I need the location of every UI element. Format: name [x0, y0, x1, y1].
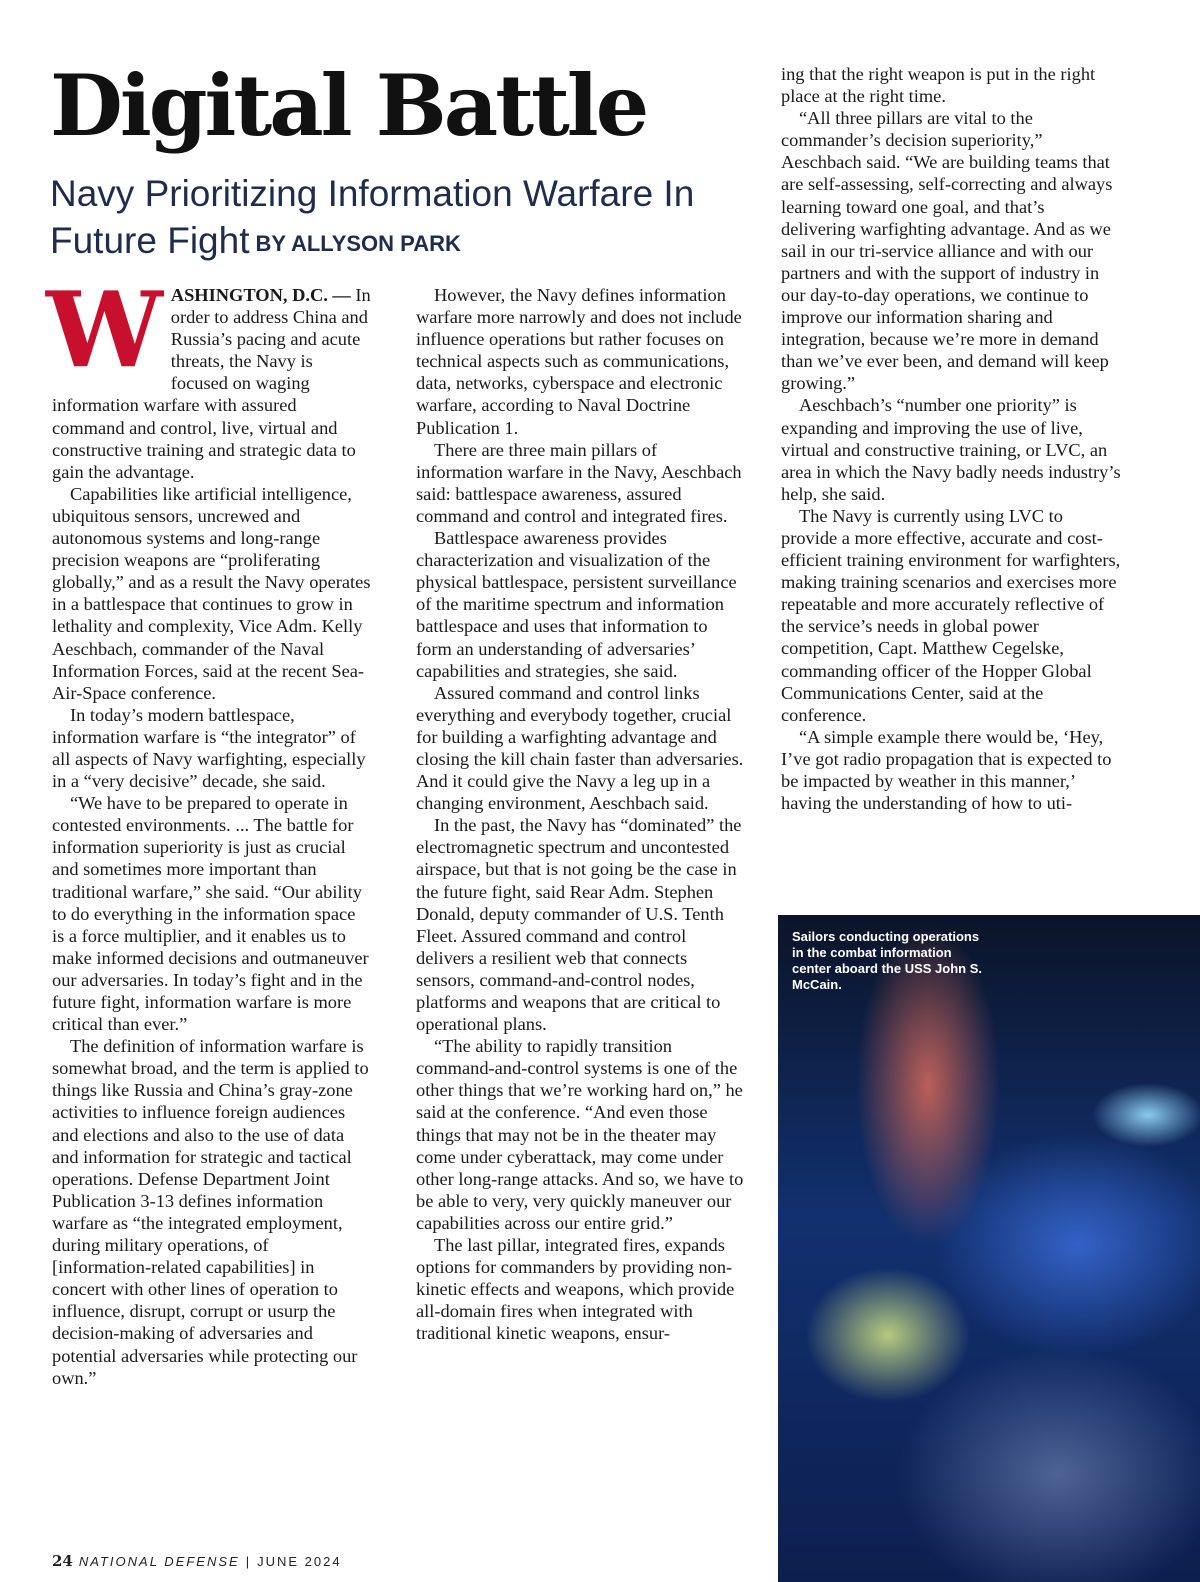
drop-cap: W — [46, 268, 163, 391]
text-column-2 — [416, 284, 746, 1345]
page-number: 24 — [52, 1552, 73, 1570]
issue-date: JUNE 2024 — [257, 1554, 342, 1569]
paragraph: The definition of information warfare is somewhat broad, and the term is applied to things like Russia and China’s gray-zone activities to influence foreign audiences and elections and also to the use of data and information for strategic and tactical operations. Defense Department Joint Publication 3-13 defines information warfare as “the integrated employment, during military operations, of [information-related capabilities] in concert with other lines of operation to influence, disrupt, corrupt or usurp the decision-making of adversaries and potential adversaries while protecting our own.” — [52, 1036, 369, 1388]
byline: BY ALLYSON PARK — [255, 231, 461, 256]
paragraph: Battlespace awareness provides characterization and visualization of the physical battlespace, persistent surveillance of the maritime spectrum and information battlespace and uses that information to form an understanding of adversaries’ capabilities and strategies, she said. — [416, 528, 737, 681]
paragraph: ing that the right weapon is put in the right place at the right time. — [781, 64, 1096, 107]
photo-caption: Sailors conducting operations in the combat information center aboard the USS John S. McCain. — [792, 929, 982, 992]
paragraph: “All three pillars are vital to the commander’s decision superiority,” Aeschbach said. “We are building teams that are self-assessing, self-correcting and always learning toward one goal, and that’s delivering warfighting advantage. And as we sail in our tri-service alliance and with our partners and with the support of industry in our day-to-day operations, we continue to improve our information sharing and integration, because we’re more in demand than we’ve ever been, and demand will keep growing.” — [781, 108, 1113, 394]
publication-name: NATIONAL DEFENSE — [78, 1554, 240, 1569]
paragraph: The Navy is currently using LVC to provide a more effective, accurate and cost-efficient training environment for warfighters, making training scenarios and exercises more repeatable and more accurately reflective of the service’s needs in global power competition, Capt. Matthew Cegelske, commanding officer of the Hopper Global Communications Center, said at the conference. — [781, 505, 1121, 725]
article-photo — [778, 915, 1200, 1582]
paragraph: Assured command and control links everything and everybody together, crucial for building a warfighting advantage and closing the kill chain faster than adversaries. And it could give the Navy a leg up in a changing environment, Aeschbach said. — [416, 682, 744, 814]
dateline: ASHINGTON, D.C. — — [170, 285, 351, 305]
article-title: Digital Battle — [50, 56, 647, 155]
paragraph: “We have to be prepared to operate in contested environments. ... The battle for information superiority is just as crucial and sometimes more important than traditional warfare,” she said. “Our ability to do everything in the information space is a force multiplier, and it enables us to make informed decisions and outmaneuver our adversaries. In today’s fight and in the future fight, information warfare is more critical than ever.” — [52, 793, 369, 1035]
paragraph: Aeschbach’s “number one priority” is expanding and improving the use of live, virtual and constructive training, or LVC, an area in which the Navy badly needs industry’s help, she said. — [781, 395, 1121, 504]
paragraph: “The ability to rapidly transition command-and-control systems is one of the other things that we’re working hard on,” he said at the conference. “And even those things that may not be in the theater may come under cyberattack, may come under other long-range attacks. And so, we have to be able to very, very quickly maneuver our capabilities across our entire grid.” — [416, 1036, 744, 1233]
text-column-1 — [46, 268, 372, 1389]
subtitle-text: Navy Prioritizing Information Warfare In Future Fight — [50, 173, 695, 261]
paragraph: In order to address China and Russia’s pacing and acute threats, the Navy is focused on waging information warfare with assured command and control, live, virtual and constructive training and strategic data to gain the advantage. — [52, 285, 371, 482]
footer-separator: | — [245, 1554, 252, 1569]
paragraph: The last pillar, integrated fires, expands options for commanders by providing non-kinetic effects and weapons, which provide all-domain fires when integrated with traditional kinetic weapons, ensur- — [416, 1235, 735, 1344]
paragraph: In the past, the Navy has “dominated” the electromagnetic spectrum and uncontested airspace, but that is not going be the case in the future fight, said Rear Adm. Stephen Donald, deputy commander of U.S. Tenth Fleet. Assured command and control delivers a resilient web that connects sensors, command-and-control nodes, platforms and weapons that are critical to operational plans. — [416, 815, 742, 1035]
article-subtitle — [50, 170, 750, 267]
page-footer — [52, 1552, 342, 1570]
paragraph: Capabilities like artificial intelligence, ubiquitous sensors, uncrewed and autonomous systems and long-range precision weapons are “proliferating globally,” and as a result the Navy operates in a battlespace that continues to grow in lethality and complexity, Vice Adm. Kelly Aeschbach, commander of the Naval Information Forces, said at the recent Sea-Air-Space conference. — [52, 483, 371, 703]
text-column-3 — [781, 63, 1121, 814]
paragraph: There are three main pillars of information warfare in the Navy, Aeschbach said: battlespace awareness, assured command and control and integrated fires. — [416, 439, 742, 526]
paragraph: However, the Navy defines information warfare more narrowly and does not include influence operations but rather focuses on technical aspects such as communications, data, networks, cyberspace and electronic warfare, according to Naval Doctrine Publication 1. — [416, 285, 742, 438]
paragraph: “A simple example there would be, ‘Hey, I’ve got radio propagation that is expected to be impacted by weather in this manner,’ having the understanding of how to uti- — [781, 726, 1112, 814]
lead-paragraph — [46, 268, 372, 483]
paragraph: In today’s modern battlespace, information warfare is “the integrator” of all aspects of Navy warfighting, especially in a “very decisive” decade, she said. — [52, 704, 366, 792]
